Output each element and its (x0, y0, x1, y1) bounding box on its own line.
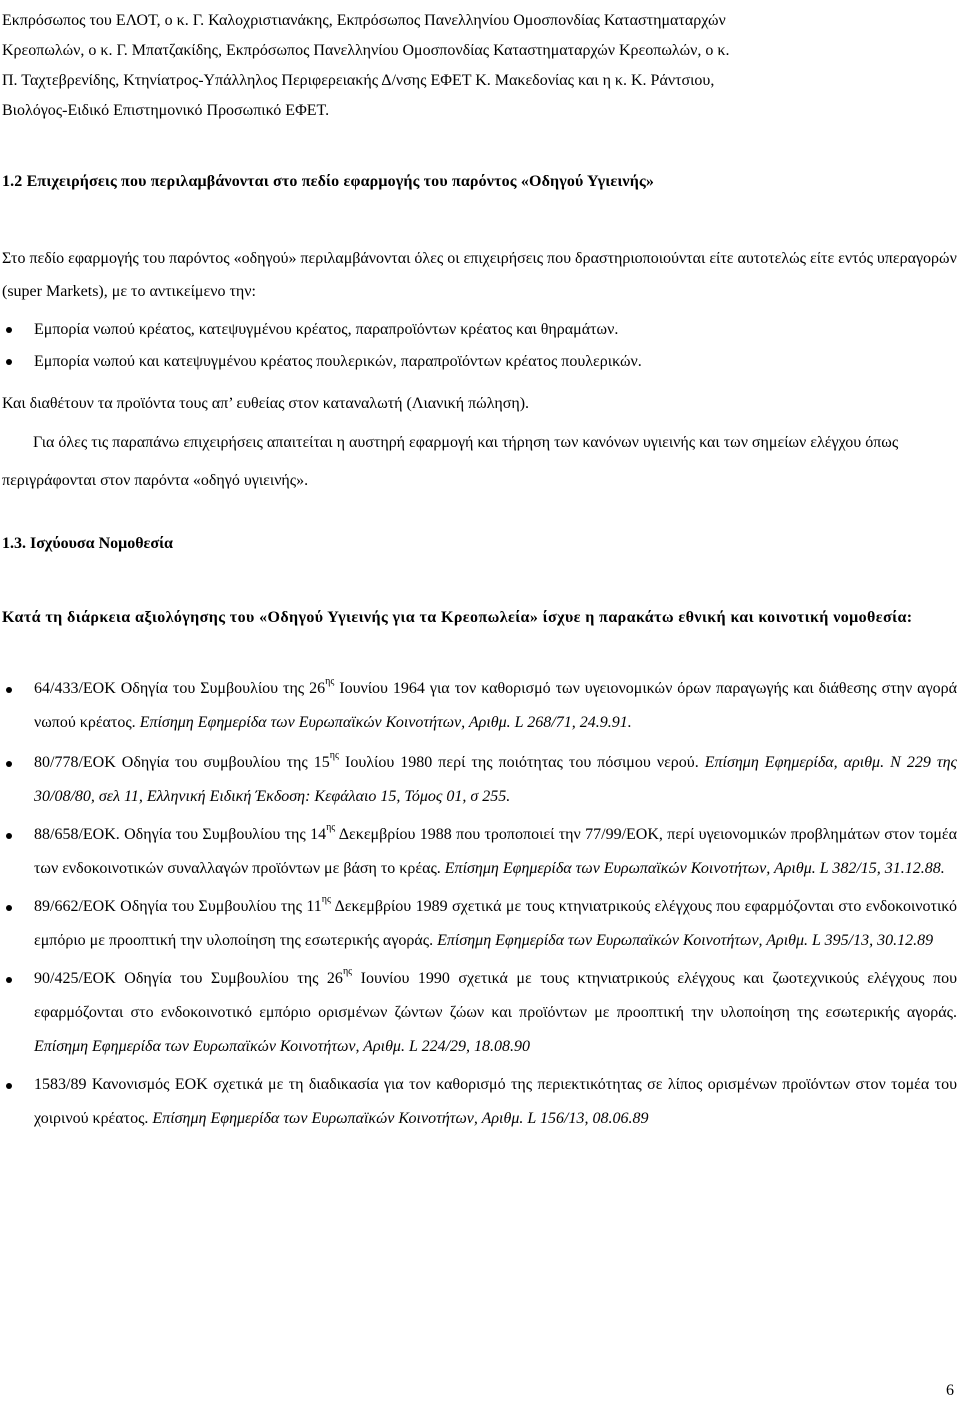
legislation-item (2, 1068, 957, 1136)
section-heading-1-2: 1.2 Επιχειρήσεις που περιλαμβάνονται στο πεδίο εφαρμογής του παρόντος «Οδηγού Υγιεινής» (2, 173, 655, 190)
official-journal-reference: Επίσημη Εφημερίδα, αριθμ. Ν 229 της 30/08/80, σελ 11, Ελληνική Ειδική Έκδοση: Κεφάλαιο 15, Τόμος 01, σ 255. (34, 754, 957, 805)
committee-members-paragraph (2, 6, 952, 126)
legislation-text: 64/433/ΕΟΚ Οδηγία του Συμβουλίου της 26 (34, 680, 326, 697)
legislation-text: 90/425/ΕΟΚ Οδηγία του Συμβουλίου της 26 (34, 970, 343, 987)
ordinal-suffix: ης (325, 676, 335, 687)
official-journal-reference: Επίσημη Εφημερίδα των Ευρωπαϊκών Κοινοτήτων, Αριθμ. L 156/13, 08.06.89 (152, 1110, 649, 1127)
legislation-item (2, 890, 957, 958)
list-item-text: Εμπορία νωπού και κατεψυγμένου κρέατος πουλερικών, παραπροϊόντων κρέατος πουλερικών. (34, 353, 642, 370)
bullet-icon (6, 1083, 12, 1089)
scope-paragraph: Στο πεδίο εφαρμογής του παρόντος «οδηγού» περιλαμβάνονται όλες οι επιχειρήσεις που δραστηριοποιούνται είτε αυτοτελώς είτε εντός υπεραγορών (super Markets), με το αντικείμενο την: (2, 250, 957, 300)
ordinal-suffix: ης (342, 966, 353, 977)
bullet-icon (6, 977, 12, 983)
legislation-text-cont: Δεκεμβρίου 1989 σχετικά με τους κτηνιατρικούς ελέγχους που εφαρμόζονται στο ενδοκοινοτικό εμπόριο με προοπτική την υλοποίηση της εσωτερικής αγοράς. (34, 898, 957, 949)
intro-line: Κρεοπωλών, ο κ. Γ. Μπατζακίδης, Εκπρόσωπος Πανελληνίου Ομοσπονδίας Καταστηματαρχών Κρεοπωλών, ο κ. (2, 42, 730, 59)
list-item (2, 346, 957, 378)
bullet-icon (6, 833, 12, 839)
legislation-text-cont: Δεκεμβρίου 1988 που τροποποιεί την 77/99/ΕΟΚ, περί υγειονομικών προβλημάτων στον τομέα των ενδοκοινοτικών συναλλαγών προϊόντων με βάση το κρέας. (34, 826, 957, 877)
legislation-text: 89/662/ΕΟΚ Οδηγία του Συμβουλίου της 11 (34, 898, 322, 915)
retail-sale-paragraph: Και διαθέτουν τα προϊόντα τους απ’ ευθείας στον καταναλωτή (Λιανική πώληση). (2, 395, 530, 412)
bullet-icon (6, 761, 12, 767)
intro-line: Π. Ταχτεβρενίδης, Κτηνίατρος-Υπάλληλος Περιφερειακής Δ/νσης ΕΦΕΤ Κ. Μακεδονίας και η κ. Κ. Ράντσιου, (2, 72, 715, 89)
scope-bullet-list (2, 314, 957, 378)
ordinal-suffix: ης (329, 750, 339, 761)
legislation-item (2, 746, 957, 814)
bullet-icon (6, 327, 12, 333)
legislation-text-cont: Ιουνίου 1964 για τον καθορισμό των υγειονομικών όρων παραγωγής και διάθεσης στην αγορά νωπού κρέατος. (34, 680, 958, 731)
legislation-text: 1583/89 Κανονισμός ΕΟΚ σχετικά με τη διαδικασία για τον καθορισμό της περιεκτικότητας σε λίπος ορισμένων προϊόντων στον τομέα του χοιρινού κρέατος. (34, 1076, 957, 1127)
list-item (2, 314, 957, 346)
ordinal-suffix: ης (326, 822, 336, 833)
bullet-icon (6, 359, 12, 365)
legislation-text: 88/658/ΕΟΚ. Οδηγία του Συμβουλίου της 14 (34, 826, 327, 843)
ordinal-suffix: ης (321, 894, 331, 905)
legislation-text: 80/778/ΕΟΚ Οδηγία του συμβουλίου της 15 (34, 754, 330, 771)
official-journal-reference: Επίσημη Εφημερίδα των Ευρωπαϊκών Κοινοτήτων, Αριθμ. L 382/15, 31.12.88. (444, 860, 945, 877)
intro-line: Εκπρόσωπος του ΕΛΟΤ, ο κ. Γ. Καλοχριστιανάκης, Εκπρόσωπος Πανελληνίου Ομοσπονδίας Καταστηματαρχών (2, 12, 726, 29)
page-number: 6 (946, 1382, 954, 1399)
intro-line: Βιολόγος-Ειδικό Επιστημονικό Προσωπικό ΕΦΕΤ. (2, 102, 330, 119)
official-journal-reference: Επίσημη Εφημερίδα των Ευρωπαϊκών Κοινοτήτων, Αριθμ. L 395/13, 30.12.89 (437, 932, 934, 949)
list-item-text: Εμπορία νωπού κρέατος, κατεψυγμένου κρέατος, παραπροϊόντων κρέατος και θηραμάτων. (34, 321, 619, 338)
legislation-text-cont: Ιουλίου 1980 περί της ποιότητας του πόσιμου νερού. (338, 754, 705, 771)
legislation-list (2, 672, 957, 1140)
bullet-icon (6, 687, 12, 693)
legislation-text-cont: Ιουνίου 1990 σχετικά με τους κτηνιατρικούς ελέγχους και ζωοτεχνικούς ελέγχους που εφαρμόζονται στο ενδοκοινοτικό εμπόριο ορισμένων ζώντων ζώων και προϊόντων με προοπτική την υλοποίηση της εσωτερικής αγοράς. (34, 970, 957, 1021)
section-heading-1-3: 1.3. Ισχύουσα Νομοθεσία (2, 535, 173, 552)
legislation-item (2, 962, 957, 1064)
hygiene-rules-paragraph: Για όλες τις παραπάνω επιχειρήσεις απαιτείται η αυστηρή εφαρμογή και τήρηση των κανόνων υγιεινής και των σημείων ελέγχου όπως περιγράφονται στον παρόντα «οδηγό υγιεινής». (2, 434, 899, 489)
legislation-item (2, 672, 957, 740)
legislation-item (2, 818, 957, 886)
legislation-intro-paragraph: Κατά τη διάρκεια αξιολόγησης του «Οδηγού Υγιεινής για τα Κρεοπωλεία» ίσχυε η παρακάτω εθνική και κοινοτική νομοθεσία: (2, 609, 913, 626)
official-journal-reference: Επίσημη Εφημερίδα των Ευρωπαϊκών Κοινοτήτων, Αριθμ. L 224/29, 18.08.90 (34, 1038, 531, 1055)
official-journal-reference: Επίσημη Εφημερίδα των Ευρωπαϊκών Κοινοτήτων, Αριθμ. L 268/71, 24.9.91. (139, 714, 632, 731)
bullet-icon (6, 905, 12, 911)
